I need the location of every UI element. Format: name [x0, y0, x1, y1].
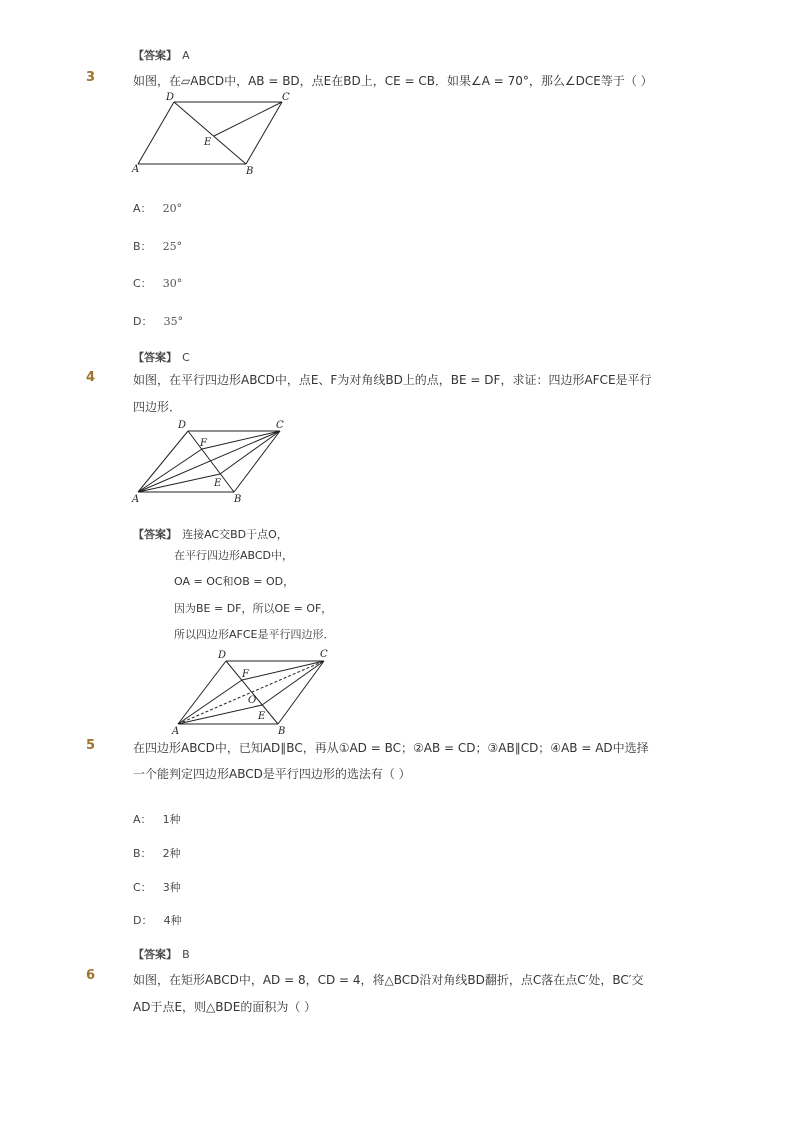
- option-letter: C：: [133, 881, 152, 894]
- q4-figure: [128, 416, 298, 508]
- q2-answer: [133, 44, 190, 63]
- option-value: 25°: [162, 240, 183, 253]
- answer-label: 【答案】: [133, 351, 177, 364]
- answer-value: B: [182, 948, 190, 961]
- question-stem-line1: 如图，在平行四边形ABCD中，点E、F为对角线BD上的点，BE = DF，求证：四边形AFCE是平行: [133, 373, 652, 387]
- label-a: A: [132, 164, 140, 175]
- option-value: 20°: [162, 202, 183, 215]
- q3-figure: [128, 90, 298, 180]
- label-o: O: [248, 695, 257, 706]
- option-letter: D：: [133, 914, 153, 927]
- option-c[interactable]: [133, 876, 181, 895]
- segment-ac: [138, 431, 280, 492]
- label-d: D: [166, 92, 175, 103]
- option-a[interactable]: [133, 197, 182, 216]
- option-value: 2种: [162, 847, 181, 860]
- label-c: C: [282, 92, 290, 103]
- option-b[interactable]: [133, 842, 181, 861]
- option-b[interactable]: [133, 235, 182, 254]
- option-value: 30°: [162, 277, 183, 290]
- solution-line-3: OA = OC和OB = OD，: [174, 575, 295, 588]
- option-d[interactable]: [133, 310, 183, 329]
- option-value: 35°: [163, 315, 184, 328]
- question-number: 3: [86, 70, 96, 85]
- question-number: 4: [86, 370, 96, 385]
- question-stem-line2: AD于点E，则△BDE的面积为（ ）: [133, 1000, 317, 1014]
- label-b: B: [246, 166, 254, 177]
- label-c: C: [276, 420, 284, 431]
- label-a: A: [132, 494, 140, 505]
- q4-solution-figure: [170, 644, 340, 738]
- question-stem-line2: 一个能判定四边形ABCD是平行四边形的选法有（ ）: [133, 767, 411, 781]
- option-c[interactable]: [133, 272, 182, 291]
- question-stem-line2: 四边形．: [133, 400, 182, 414]
- label-d: D: [178, 420, 187, 431]
- option-a[interactable]: [133, 808, 181, 827]
- label-c: C: [320, 649, 328, 660]
- answer-value: C: [182, 351, 190, 364]
- label-e: E: [204, 137, 212, 148]
- question-stem: 如图，在▱ABCD中，AB = BD，点E在BD上，CE = CB．如果∠A = 70°，那么∠DCE等于（ ）: [133, 74, 653, 88]
- answer-label: 【答案】: [133, 948, 177, 961]
- option-letter: B：: [133, 847, 152, 860]
- solution-line-4: 因为BE = DF，所以OE = OF，: [174, 602, 333, 615]
- answer-label: 【答案】: [133, 528, 177, 541]
- q4-answer: [133, 523, 288, 543]
- label-f: F: [200, 438, 207, 449]
- label-f: F: [242, 669, 249, 680]
- q3-answer: [133, 346, 190, 365]
- solution-line-2: 在平行四边形ABCD中，: [174, 549, 294, 562]
- option-d[interactable]: [133, 909, 182, 928]
- option-value: 1种: [162, 813, 181, 826]
- label-e: E: [258, 711, 266, 722]
- label-d: D: [218, 650, 227, 661]
- option-value: 4种: [163, 914, 182, 927]
- segment-ec: [262, 661, 324, 705]
- solution-line-5: 所以四边形AFCE是平行四边形．: [174, 628, 335, 641]
- segment-ac-dashed: [178, 661, 324, 724]
- label-b: B: [278, 726, 286, 737]
- option-letter: A：: [133, 813, 152, 826]
- option-value: 3种: [162, 881, 181, 894]
- label-a: A: [172, 726, 180, 737]
- segment-af: [178, 680, 242, 724]
- option-letter: C：: [133, 277, 152, 290]
- q5-answer: [133, 943, 190, 962]
- label-e: E: [214, 478, 222, 489]
- segment-ad: [138, 102, 174, 164]
- question-number: 6: [86, 968, 96, 983]
- solution-line-1: 连接AC交BD于点O，: [182, 528, 288, 541]
- answer-value: A: [182, 49, 190, 62]
- answer-label: 【答案】: [133, 49, 177, 62]
- option-letter: D：: [133, 315, 153, 328]
- question-number: 5: [86, 738, 96, 753]
- segment-af: [138, 449, 202, 492]
- segment-bd: [188, 431, 234, 492]
- label-b: B: [234, 494, 242, 505]
- option-letter: A：: [133, 202, 152, 215]
- question-stem-line1: 在四边形ABCD中，已知AD∥BC，再从①AD = BC；②AB = CD；③AB∥CD；④AB = AD中选择: [133, 741, 649, 755]
- segment-bd: [174, 102, 246, 164]
- question-stem-line1: 如图，在矩形ABCD中，AD = 8，CD = 4，将△BCD沿对角线BD翻折，点C落在点C′处，BC′交: [133, 973, 644, 987]
- option-letter: B：: [133, 240, 152, 253]
